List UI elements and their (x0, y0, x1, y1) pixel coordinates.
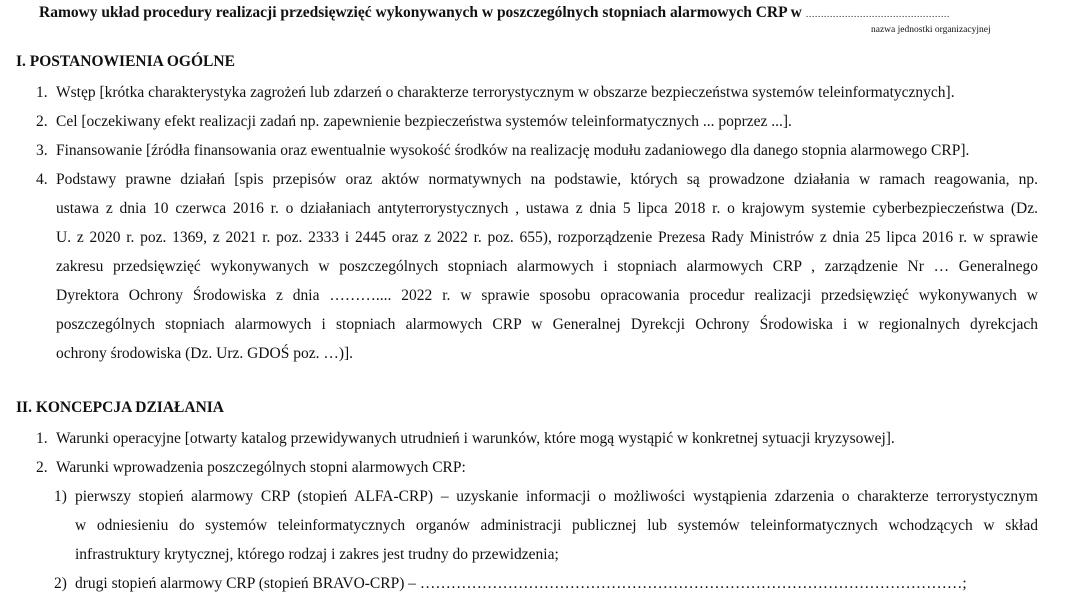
item-text-line: ustawa z dnia 10 czerwca 2016 r. o działaniach antyterrorystycznych , ustawa z dnia 5 lipca 2018 r. o krajowym systemie cyberbezpieczeństwa (Dz. (56, 200, 1038, 217)
title-dots: ………………………………………… (805, 9, 950, 19)
subitem-text-line: pierwszy stopień alarmowy CRP (stopień ALFA-CRP) – uzyskanie informacji o możliwości wystąpienia zdarzenia o charakterze terrorystycznym (75, 488, 1038, 505)
list-item (36, 107, 1040, 136)
item-number: 2. (36, 113, 48, 130)
item-text: Wstęp [krótka charakterystyka zagrożeń lub zdarzeń o charakterze terrorystycznym w obszarze bezpieczeństwa systemów teleinformatycznych]. (56, 84, 955, 101)
list-item (36, 165, 1038, 368)
list-item (36, 453, 1040, 482)
subitem-number: 2) (54, 575, 67, 592)
document-title (39, 4, 1049, 22)
item-number: 4. (36, 171, 48, 188)
list-item (36, 136, 1040, 165)
item-text: Finansowanie [źródła finansowania oraz ewentualnie wysokość środków na realizację modułu zadaniowego dla danego stopnia alarmowego CRP]. (56, 142, 970, 159)
item-text-line: ochrony środowiska (Dz. Urz. GDOŚ poz. …)]. (56, 345, 354, 362)
sub-list-item (54, 569, 1038, 598)
section-2-heading: II. KONCEPCJA DZIAŁANIA (16, 399, 224, 416)
item-number: 3. (36, 142, 48, 159)
item-number: 2. (36, 459, 48, 476)
item-number: 1. (36, 84, 48, 101)
section-1-heading: I. POSTANOWIENIA OGÓLNE (16, 53, 235, 70)
title-caption: nazwa jednostki organizacyjnej (871, 25, 991, 35)
list-item (36, 78, 1040, 107)
subitem-text-line: infrastruktury krytycznej, którego rodzaj i zakres jest trudny do przewidzenia; (75, 546, 559, 563)
subitem-text: drugi stopień alarmowy CRP (stopień BRAVO-CRP) – ……………………………………………………………………………………………; (75, 575, 967, 592)
list-item (36, 424, 1040, 453)
item-text-line: Podstawy prawne działań [spis przepisów oraz aktów normatywnych na podstawie, których są prowadzone działania w ramach reagowania, np. (56, 171, 1038, 188)
item-text-line: U. z 2020 r. poz. 1369, z 2021 r. poz. 2333 i 2445 oraz z 2022 r. poz. 655), rozporządzenie Prezesa Rady Ministrów z dnia 25 lipca 2016 r. w sprawie (56, 229, 1038, 246)
item-text: Warunki operacyjne [otwarty katalog przewidywanych utrudnień i warunków, które mogą wystąpić w konkretnej sytuacji kryzysowej]. (56, 430, 895, 447)
item-text: Cel [oczekiwany efekt realizacji zadań np. zapewnienie bezpieczeństwa systemów teleinformatycznych ... poprzez ...]. (56, 113, 792, 130)
subitem-number: 1) (54, 488, 67, 505)
sub-list-item (54, 482, 1038, 569)
item-text-line: poszczególnych stopniach alarmowych i stopniach alarmowych CRP w Generalnej Dyrekcji Ochrony Środowiska i w regionalnych dyrekcjach (56, 316, 1038, 333)
title-text: Ramowy układ procedury realizacji przedsięwzięć wykonywanych w poszczególnych stopniach alarmowych CRP w (39, 4, 802, 21)
item-text-line: Dyrektora Ochrony Środowiska z dnia ……….... 2022 r. w sprawie sposobu opracowania procedur realizacji przedsięwzięć wykonywanych w (56, 287, 1038, 304)
item-text: Warunki wprowadzenia poszczególnych stopni alarmowych CRP: (56, 459, 466, 476)
item-number: 1. (36, 430, 48, 447)
subitem-text-line: w odniesieniu do systemów teleinformatycznych organów administracji publicznej lub systemów teleinformatycznych wchodzących w skład (75, 517, 1038, 534)
item-text-line: zakresu przedsięwzięć wykonywanych w poszczególnych stopniach alarmowych i stopniach alarmowych CRP , zarządzenie Nr … Generalnego (56, 258, 1038, 275)
